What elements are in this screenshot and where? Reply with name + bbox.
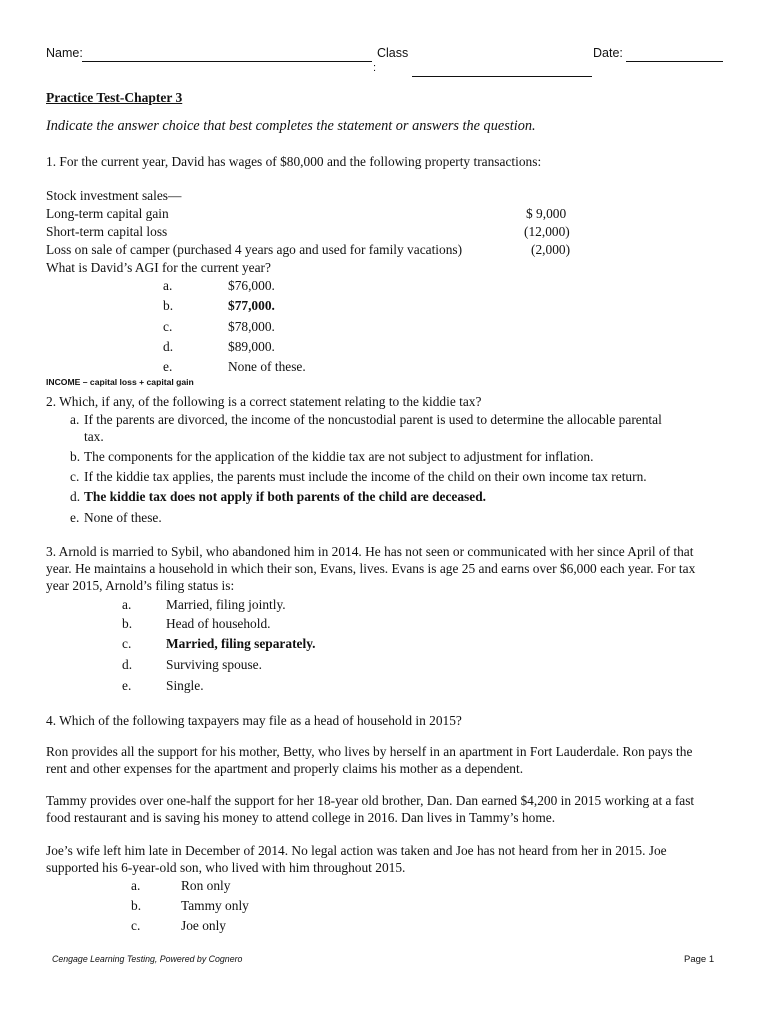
q2-choice-letter: d. (70, 489, 81, 504)
q4-paragraph-line: supported his 6-year-old son, who lived with him throughout 2015. (46, 860, 406, 875)
q4-choice-letter: a. (131, 878, 141, 893)
instructions: Indicate the answer choice that best completes the statement or answers the question. (46, 118, 536, 134)
q3-choice-text[interactable]: Surviving spouse. (166, 657, 262, 672)
q1-row-value: $ 9,000 (526, 206, 567, 221)
q3-stem-line: 3. Arnold is married to Sybil, who abandoned him in 2014. He has not seen or communicated with her since April of that (46, 544, 694, 559)
q1-choice-text[interactable]: $89,000. (228, 339, 275, 354)
q4-choice-text[interactable]: Joe only (181, 918, 227, 933)
date-label: Date: (593, 46, 623, 60)
q1-choice-text[interactable]: None of these. (228, 359, 306, 374)
q1-choice-letter: a. (163, 278, 173, 293)
q2-choice-text[interactable]: If the kiddie tax applies, the parents must include the income of the child on their own income tax return. (84, 469, 647, 484)
q4-paragraph-line: food restaurant and is saving his money to attend college in 2016. Dan lives in Tammy’s home. (46, 810, 556, 825)
q3-choice-text[interactable]: Head of household. (166, 616, 271, 631)
q4-paragraph-line: Tammy provides over one-half the support for her 18-year old brother, Dan. Dan earned $4,200 in 2015 working at a fast (46, 793, 695, 808)
q2-choice-text-correct[interactable]: The kiddie tax does not apply if both parents of the child are deceased. (84, 489, 486, 504)
q1-stem: 1. For the current year, David has wages of $80,000 and the following property transactions: (46, 154, 542, 169)
q1-row-value: (12,000) (524, 224, 570, 239)
q3-stem-line: year. He maintains a household in which their son, Evans, lives. Evans is age 25 and earns over $6,000 each year. For tax (46, 561, 696, 576)
q3-choice-letter: b. (122, 616, 133, 631)
q4-choice-text[interactable]: Ron only (181, 878, 231, 893)
q2-choice-letter: a. (70, 412, 80, 427)
page-number: Page 1 (684, 954, 715, 965)
q4-stem: 4. Which of the following taxpayers may file as a head of household in 2015? (46, 713, 462, 728)
class-label: Class (377, 46, 409, 60)
q1-choice-text[interactable]: $76,000. (228, 278, 275, 293)
q3-choice-text-correct[interactable]: Married, filing separately. (166, 636, 316, 651)
name-label: Name: (46, 46, 83, 60)
q1-row-value: (2,000) (531, 242, 571, 257)
q1-row-label: Long-term capital gain (46, 206, 169, 221)
q4-paragraph-line: Ron provides all the support for his mother, Betty, who lives by herself in an apartment in Fort Lauderdale. Ron pays the (46, 744, 693, 759)
q2-choice-text[interactable]: The components for the application of the kiddie tax are not subject to adjustment for inflation. (84, 449, 594, 464)
q1-note: INCOME – capital loss + capital gain (46, 377, 194, 387)
q3-choice-letter: e. (122, 678, 132, 693)
q4-choice-letter: b. (131, 898, 142, 913)
q1-row-label: Short-term capital loss (46, 224, 168, 239)
class-colon: : (373, 62, 377, 74)
q3-choice-letter: a. (122, 597, 132, 612)
q4-paragraph-line: Joe’s wife left him late in December of 2014. No legal action was taken and Joe has not heard from her in 2015. Joe (46, 843, 667, 858)
q2-choice-letter: b. (70, 449, 81, 464)
q1-choice-text-correct[interactable]: $77,000. (228, 298, 275, 313)
q3-choice-text[interactable]: Single. (166, 678, 204, 693)
q3-choice-letter: c. (122, 636, 132, 651)
q4-paragraph-line: rent and other expenses for the apartment and properly claims his mother as a dependent. (46, 761, 524, 776)
q2-choice-text[interactable]: If the parents are divorced, the income of the noncustodial parent is used to determine the allocable parental (84, 412, 662, 427)
q4-choice-letter: c. (131, 918, 141, 933)
q1-choice-letter: d. (163, 339, 174, 354)
q2-choice-text[interactable]: None of these. (84, 510, 162, 525)
footer-credit: Cengage Learning Testing, Powered by Cognero (52, 954, 243, 964)
q3-choice-letter: d. (122, 657, 133, 672)
q2-choice-letter: e. (70, 510, 80, 525)
page-title: Practice Test-Chapter 3 (46, 90, 183, 105)
q2-stem: 2. Which, if any, of the following is a correct statement relating to the kiddie tax? (46, 394, 482, 409)
q1-choice-letter: b. (163, 298, 174, 313)
class-field-line[interactable] (412, 76, 592, 77)
q2-choice-text-cont: tax. (84, 429, 104, 444)
q1-choice-text[interactable]: $78,000. (228, 319, 275, 334)
q3-stem-line: year 2015, Arnold’s filing status is: (46, 578, 235, 593)
q3-choice-text[interactable]: Married, filing jointly. (166, 597, 286, 612)
date-field-line[interactable] (626, 61, 723, 62)
q2-choice-letter: c. (70, 469, 80, 484)
q1-question: What is David’s AGI for the current year? (46, 260, 271, 275)
q1-choice-letter: c. (163, 319, 173, 334)
q1-table-title: Stock investment sales— (46, 188, 182, 203)
q1-choice-letter: e. (163, 359, 173, 374)
q1-row-label: Loss on sale of camper (purchased 4 years ago and used for family vacations) (46, 242, 463, 257)
q4-choice-text[interactable]: Tammy only (181, 898, 249, 913)
name-field-line[interactable] (82, 61, 372, 62)
